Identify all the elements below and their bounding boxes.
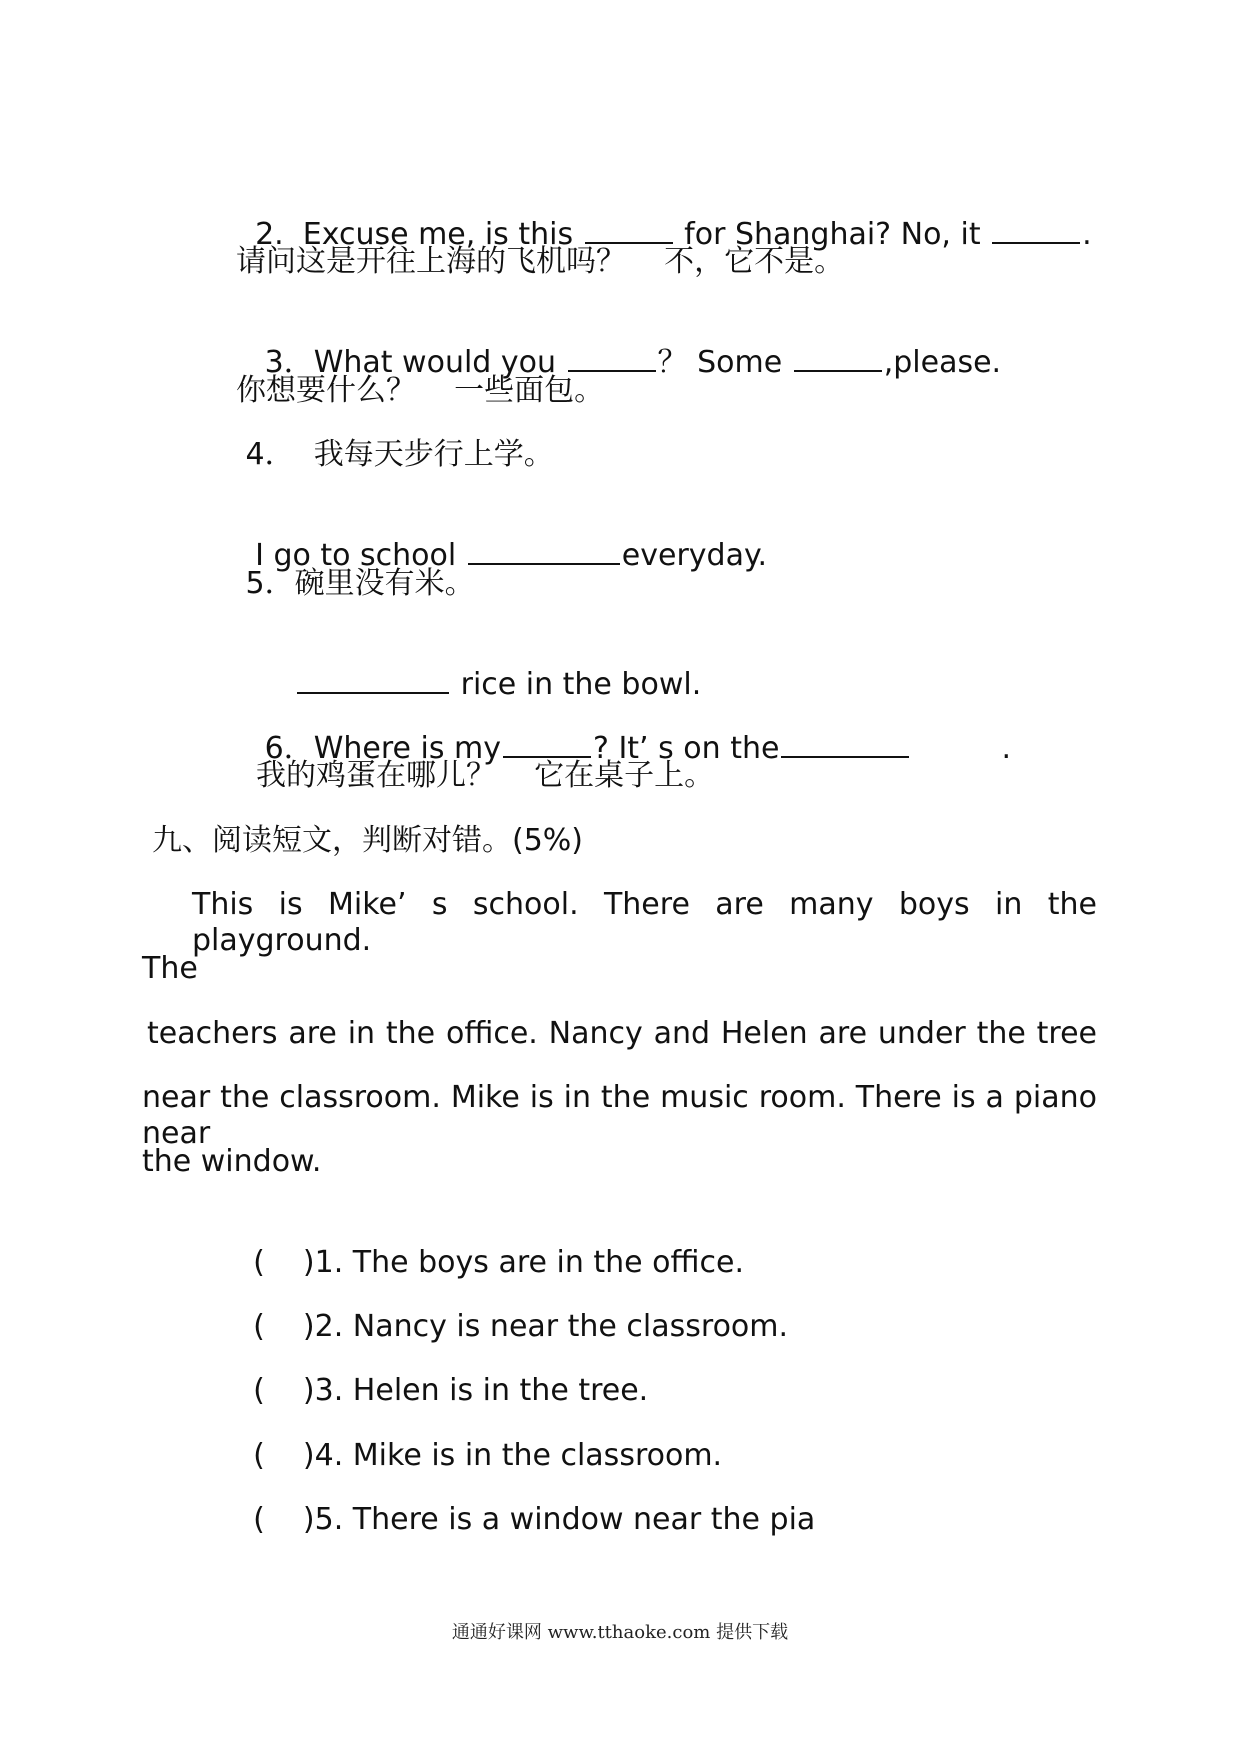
q2-mid: for Shanghai? No, it — [674, 217, 991, 252]
q5-end: rice in the bowl. — [451, 667, 702, 702]
q6-blank-1[interactable] — [503, 730, 591, 758]
judgement-paren[interactable]: ( ) — [253, 1309, 315, 1344]
q5-english — [276, 630, 701, 703]
passage-line-1: This is Mike’ s school. There are many boys in the playground. — [192, 887, 1097, 958]
q4-end: everyday. — [621, 538, 767, 573]
q2-blank-2[interactable] — [992, 216, 1080, 244]
judgement-5 — [234, 1466, 815, 1538]
judgement-paren[interactable]: ( ) — [253, 1438, 315, 1473]
judgement-4 — [234, 1402, 722, 1474]
judgement-paren[interactable]: ( ) — [253, 1245, 315, 1280]
judgement-text: 3. Helen is in the tree. — [314, 1373, 649, 1408]
q4-blank[interactable] — [468, 537, 620, 565]
q3-end: ,please. — [883, 345, 1002, 380]
section-9-title: 九、阅读短文，判断对错。(5%) — [152, 823, 584, 858]
judgement-3 — [234, 1337, 648, 1409]
q6-chinese: 我的鸡蛋在哪儿？ 它在桌子上。 — [256, 758, 715, 793]
q6-end: . — [1001, 731, 1011, 766]
q6-mid: ? It’ s on the — [592, 731, 780, 766]
q4-chinese: 4． 我每天步行上学。 — [236, 437, 554, 472]
q2-chinese: 请问这是开往上海的飞机吗？ 不，它不是。 — [236, 244, 845, 279]
judgement-text: 2. Nancy is near the classroom. — [314, 1309, 789, 1344]
q3-blank-2[interactable] — [794, 344, 882, 372]
judgement-text: 1. The boys are in the office. — [314, 1245, 745, 1280]
q4-english — [236, 501, 767, 574]
passage-line-2: The — [142, 951, 198, 986]
judgement-paren[interactable]: ( ) — [253, 1502, 315, 1537]
judgement-text: 5. There is a window near the pia — [314, 1502, 816, 1537]
q3-mid: ？ Some — [657, 345, 792, 380]
q2-english — [236, 180, 1092, 253]
q4-pre: I go to school — [255, 538, 466, 573]
q5-blank[interactable] — [297, 666, 449, 694]
q3-chinese: 你想要什么？ 一些面包。 — [236, 373, 605, 408]
q3-english — [236, 308, 1001, 381]
passage-line-4: near the classroom. Mike is in the music room. There is a piano near — [142, 1080, 1097, 1151]
judgement-text: 4. Mike is in the classroom. — [314, 1438, 723, 1473]
judgement-2 — [234, 1273, 788, 1345]
judgement-1 — [234, 1209, 744, 1281]
q2-blank-1[interactable] — [585, 216, 673, 244]
q5-chinese: 5．碗里没有米。 — [236, 566, 475, 601]
page-footer: 通通好课网 www.tthaoke.com 提供下载 — [451, 1622, 789, 1643]
q2-pre: 2. Excuse me, is this — [255, 217, 583, 252]
passage-line-3: teachers are in the office. Nancy and Helen are under the tree — [147, 1016, 1097, 1051]
q6-english — [236, 694, 1011, 767]
q3-pre: 3．What would you — [255, 345, 566, 380]
q2-end: . — [1082, 217, 1092, 252]
passage-line-5: the window. — [142, 1144, 322, 1179]
q6-pre: 6．Where is my — [255, 731, 501, 766]
judgement-paren[interactable]: ( ) — [253, 1373, 315, 1408]
q3-blank-1[interactable] — [568, 344, 656, 372]
q6-blank-2[interactable] — [781, 730, 909, 758]
